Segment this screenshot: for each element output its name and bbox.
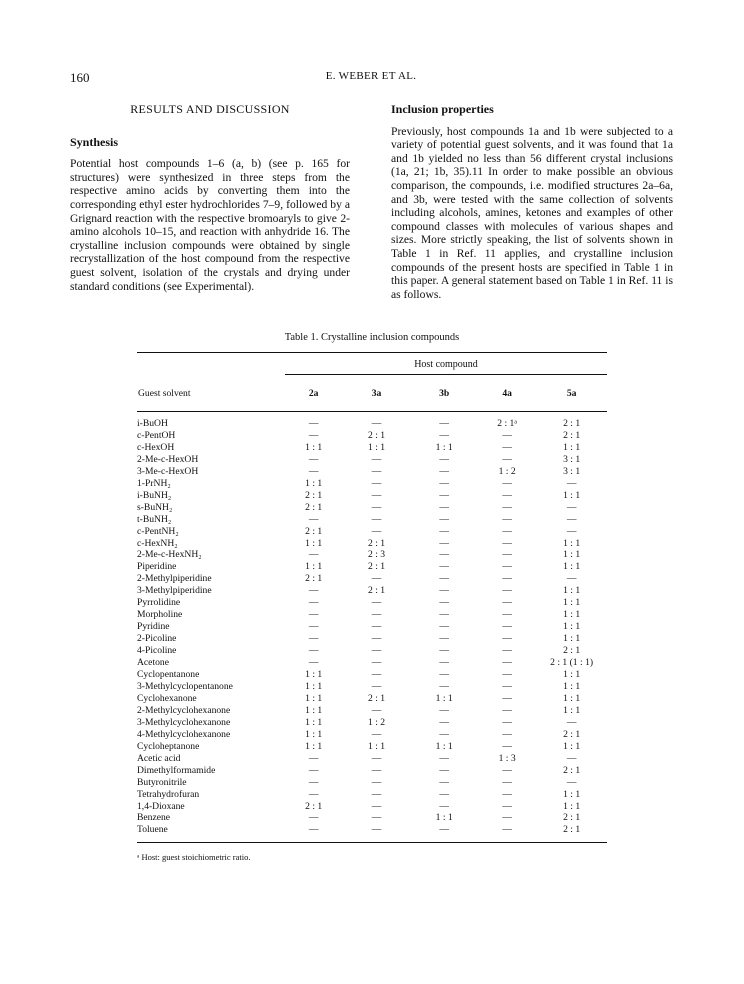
ratio-cell: 2 : 1 — [563, 764, 581, 776]
ratio-cell: 2 : 1 — [563, 645, 581, 657]
ratio-cell: — — [439, 728, 449, 740]
ratio-cell: — — [371, 704, 382, 716]
ratio-cell: — — [439, 704, 449, 716]
ratio-cell: — — [439, 657, 449, 669]
ratio-cell: 1 : 1 — [305, 740, 323, 752]
ratio-cell: 2 : 1 — [563, 824, 581, 836]
ratio-cell: — — [502, 740, 512, 752]
ratio-cell: 1 : 1 — [305, 728, 323, 740]
ratio-cell: — — [566, 752, 577, 764]
ratio-cell: 2 : 3 — [368, 549, 386, 561]
guest-solvent-cell: c-HexOH — [137, 441, 175, 453]
table-row — [137, 657, 607, 669]
ratio-cell: — — [566, 501, 577, 513]
ratio-cell: — — [439, 465, 449, 477]
ratio-cell: 2 : 1 — [563, 812, 581, 824]
ratio-cell: 2 : 1 — [368, 585, 386, 597]
ratio-cell: — — [439, 680, 449, 692]
ratio-cell: — — [502, 513, 512, 525]
ratio-cell: — — [371, 633, 382, 645]
ratio-cell: — — [439, 573, 449, 585]
ratio-cell: — — [308, 657, 319, 669]
table-row — [137, 526, 607, 538]
ratio-cell: — — [566, 716, 577, 728]
guest-solvent-cell: c-PentOH — [137, 429, 176, 441]
ratio-cell: 2 : 1 (1 : 1) — [550, 657, 594, 669]
ratio-cell: — — [502, 549, 512, 561]
guest-solvent-cell: Benzene — [137, 812, 171, 824]
guest-solvent-cell: 4-Methylcyclohexanone — [137, 728, 231, 740]
ratio-cell: — — [439, 537, 449, 549]
ratio-cell: 1 : 1 — [305, 692, 323, 704]
guest-solvent-cell: 2-Methylpiperidine — [137, 573, 212, 585]
ratio-cell: — — [308, 776, 319, 788]
guest-solvent-cell: 2-Methylcyclohexanone — [137, 704, 231, 716]
guest-solvent-cell: 4-Picoline — [137, 645, 177, 657]
ratio-cell: 2 : 1 — [563, 429, 581, 441]
ratio-cell: — — [439, 549, 449, 561]
table-row — [137, 633, 607, 645]
ratio-cell: — — [502, 669, 512, 681]
ratio-cell: — — [502, 561, 512, 573]
guest-solvent-cell: Tetrahydrofuran — [137, 788, 200, 800]
guest-solvent-cell: i-BuOH — [137, 418, 168, 429]
table-row — [137, 597, 607, 609]
table-row — [137, 442, 607, 454]
ratio-cell: 1 : 1 — [563, 740, 581, 752]
ratio-cell: — — [439, 561, 449, 573]
guest-solvent-cell: s-BuNH₂ — [137, 501, 173, 513]
ratio-cell: — — [502, 585, 512, 597]
ratio-cell: — — [308, 597, 319, 609]
ratio-cell: 1 : 1 — [563, 669, 581, 681]
guest-solvent-cell: Acetone — [137, 657, 169, 669]
ratio-cell: — — [371, 788, 382, 800]
ratio-cell: 1 : 1 — [563, 680, 581, 692]
ratio-cell: — — [308, 788, 319, 800]
host-compound-header: Host compound — [414, 359, 478, 370]
ratio-cell: — — [566, 477, 577, 489]
ratio-cell: 2 : 1ᵃ — [497, 418, 517, 429]
ratio-cell: — — [371, 812, 382, 824]
ratio-cell: — — [566, 573, 577, 585]
ratio-cell: 2 : 1 — [305, 800, 323, 812]
guest-solvent-cell: Cycloheptanone — [137, 740, 200, 752]
ratio-cell: — — [371, 645, 382, 657]
ratio-cell: — — [371, 824, 382, 836]
column-header: 5a — [566, 387, 577, 399]
ratio-cell: 1 : 3 — [498, 752, 516, 764]
ratio-cell: — — [308, 549, 319, 561]
page-header — [70, 70, 672, 90]
table-row — [137, 430, 607, 442]
ratio-cell: — — [439, 525, 449, 537]
table-row — [137, 729, 607, 741]
ratio-cell: — — [502, 525, 512, 537]
ratio-cell: 2 : 1 — [563, 728, 581, 740]
guest-solvent-cell: Cyclohexanone — [137, 692, 197, 704]
ratio-cell: — — [502, 441, 512, 453]
ratio-cell: — — [371, 465, 382, 477]
guest-solvent-cell: 1,4-Dioxane — [137, 800, 185, 812]
ratio-cell: 2 : 1 — [368, 429, 386, 441]
table-footnote: ᵃ Host: guest stoichiometric ratio. — [137, 852, 251, 862]
ratio-cell: 1 : 1 — [563, 621, 581, 633]
ratio-cell: — — [371, 764, 382, 776]
table-row — [137, 561, 607, 573]
ratio-cell: 1 : 1 — [563, 537, 581, 549]
ratio-cell: — — [308, 429, 319, 441]
ratio-cell: — — [308, 513, 319, 525]
ratio-cell: — — [371, 621, 382, 633]
table-row — [137, 693, 607, 705]
ratio-cell: 1 : 1 — [305, 561, 323, 573]
page-number: 160 — [70, 70, 90, 85]
ratio-cell: — — [566, 525, 577, 537]
column-header: 3b — [439, 387, 450, 399]
ratio-cell: — — [439, 597, 449, 609]
ratio-cell: — — [502, 800, 512, 812]
ratio-cell: — — [502, 788, 512, 800]
table-row — [137, 609, 607, 621]
table-row — [137, 573, 607, 585]
ratio-cell: — — [371, 513, 382, 525]
ratio-cell: 1 : 1 — [563, 585, 581, 597]
guest-solvent-cell: 1-PrNH₂ — [137, 477, 171, 489]
table-row — [137, 538, 607, 550]
ratio-cell: — — [439, 585, 449, 597]
table-row — [137, 478, 607, 490]
table-row — [137, 812, 607, 824]
ratio-cell: — — [371, 657, 382, 669]
ratio-cell: — — [502, 716, 512, 728]
table-row — [137, 490, 607, 502]
ratio-cell: — — [371, 680, 382, 692]
table-row — [137, 765, 607, 777]
ratio-cell: — — [502, 764, 512, 776]
ratio-cell: — — [502, 812, 512, 824]
ratio-cell: — — [308, 645, 319, 657]
inclusion-table — [137, 352, 607, 843]
ratio-cell: — — [502, 501, 512, 513]
ratio-cell: 1 : 1 — [368, 441, 386, 453]
ratio-cell: 1 : 1 — [435, 740, 453, 752]
ratio-cell: 1 : 1 — [305, 441, 323, 453]
ratio-cell: — — [439, 800, 449, 812]
ratio-cell: — — [371, 477, 382, 489]
ratio-cell: — — [439, 489, 449, 501]
ratio-cell: 2 : 1 — [563, 418, 581, 429]
guest-solvent-cell: c-HexNH₂ — [137, 537, 178, 549]
guest-solvent-cell: Dimethylformamide — [137, 764, 216, 776]
ratio-cell: 1 : 1 — [305, 680, 323, 692]
ratio-cell: 1 : 1 — [563, 609, 581, 621]
table-row — [137, 669, 607, 681]
table-row — [137, 777, 607, 789]
guest-solvent-cell: 2-Picoline — [137, 633, 177, 645]
table-caption: Table 1. Crystalline inclusion compounds — [284, 332, 460, 343]
ratio-cell: — — [308, 465, 319, 477]
guest-solvent-cell: Morpholine — [137, 609, 183, 621]
ratio-cell: — — [439, 453, 449, 465]
ratio-cell: 1 : 1 — [305, 716, 323, 728]
ratio-cell: 1 : 1 — [563, 788, 581, 800]
ratio-cell: — — [439, 513, 449, 525]
ratio-cell: 1 : 1 — [435, 692, 453, 704]
ratio-cell: — — [502, 537, 512, 549]
guest-solvent-cell: Cyclopentanone — [137, 669, 200, 681]
ratio-cell: — — [439, 776, 449, 788]
guest-solvent-cell: i-BuNH₂ — [137, 489, 172, 501]
ratio-cell: — — [439, 609, 449, 621]
ratio-cell: 2 : 1 — [305, 573, 323, 585]
ratio-cell: 1 : 1 — [435, 812, 453, 824]
ratio-cell: — — [439, 621, 449, 633]
ratio-cell: 1 : 1 — [563, 633, 581, 645]
ratio-cell: 1 : 1 — [305, 669, 323, 681]
guest-solvent-cell: 3-Methylcyclopentanone — [137, 680, 233, 692]
ratio-cell: — — [502, 489, 512, 501]
guest-solvent-cell: Piperidine — [137, 561, 177, 573]
guest-solvent-cell: 2-Me-c-HexNH₂ — [137, 549, 202, 561]
ratio-cell: 1 : 2 — [498, 465, 516, 477]
right-column — [391, 103, 673, 301]
ratio-cell: — — [371, 597, 382, 609]
ratio-cell: — — [371, 609, 382, 621]
ratio-cell: 2 : 1 — [368, 537, 386, 549]
guest-solvent-cell: 3-Methylpiperidine — [137, 585, 212, 597]
table-row — [137, 753, 607, 765]
ratio-cell: — — [502, 597, 512, 609]
guest-solvent-cell: 2-Me-c-HexOH — [137, 453, 199, 465]
ratio-cell: — — [502, 609, 512, 621]
ratio-cell: — — [502, 429, 512, 441]
table-row — [137, 741, 607, 753]
ratio-cell: — — [371, 752, 382, 764]
ratio-cell: 2 : 1 — [305, 501, 323, 513]
ratio-cell: — — [439, 645, 449, 657]
table-row — [137, 824, 607, 836]
ratio-cell: 1 : 1 — [563, 489, 581, 501]
guest-solvent-cell: 3-Me-c-HexOH — [137, 465, 199, 477]
ratio-cell: — — [502, 633, 512, 645]
table-row — [137, 412, 607, 430]
ratio-cell: 3 : 1 — [563, 453, 581, 465]
ratio-cell: — — [566, 776, 577, 788]
guest-solvent-cell: Acetic acid — [137, 752, 181, 764]
column-header: 2a — [308, 387, 319, 399]
ratio-cell: — — [439, 824, 449, 836]
ratio-cell: — — [439, 418, 449, 429]
ratio-cell: 1 : 2 — [368, 716, 386, 728]
table-row — [137, 466, 607, 478]
section-heading: RESULTS AND DISCUSSION — [130, 102, 290, 116]
guest-solvent-cell: 3-Methylcyclohexanone — [137, 716, 231, 728]
ratio-cell: — — [439, 477, 449, 489]
table-row — [137, 717, 607, 729]
ratio-cell: — — [502, 824, 512, 836]
ratio-cell: — — [371, 489, 382, 501]
guest-solvent-cell: Pyridine — [137, 621, 170, 633]
ratio-cell: — — [308, 609, 319, 621]
ratio-cell: — — [566, 513, 577, 525]
ratio-cell: — — [502, 776, 512, 788]
guest-solvent-cell: t-BuNH₂ — [137, 513, 172, 525]
ratio-cell: — — [308, 633, 319, 645]
ratio-cell: 1 : 1 — [563, 692, 581, 704]
table-row — [137, 789, 607, 801]
ratio-cell: — — [439, 752, 449, 764]
table-bottom-rule — [137, 842, 607, 843]
ratio-cell: — — [371, 453, 382, 465]
table-row — [137, 454, 607, 466]
table-row — [137, 705, 607, 717]
synthesis-heading: Synthesis — [70, 134, 119, 149]
ratio-cell: 1 : 1 — [563, 549, 581, 561]
ratio-cell: — — [371, 501, 382, 513]
column-header: 4a — [502, 387, 512, 399]
ratio-cell: — — [308, 418, 319, 429]
ratio-cell: — — [371, 728, 382, 740]
guest-solvent-cell: c-PentNH₂ — [137, 525, 179, 537]
ratio-cell: 1 : 1 — [563, 800, 581, 812]
ratio-cell: — — [371, 573, 382, 585]
ratio-cell: 1 : 1 — [563, 441, 581, 453]
table-row — [137, 681, 607, 693]
ratio-cell: 2 : 1 — [368, 561, 386, 573]
ratio-cell: — — [371, 525, 382, 537]
ratio-cell: 3 : 1 — [563, 465, 581, 477]
ratio-cell: 1 : 1 — [305, 704, 323, 716]
guest-solvent-header: Guest solvent — [138, 387, 191, 399]
ratio-cell: 1 : 1 — [305, 537, 323, 549]
ratio-cell: — — [308, 764, 319, 776]
ratio-cell: — — [439, 669, 449, 681]
ratio-cell: 1 : 1 — [563, 561, 581, 573]
table-row — [137, 514, 607, 526]
ratio-cell: — — [502, 692, 512, 704]
ratio-cell: 1 : 1 — [368, 740, 386, 752]
ratio-cell: — — [502, 645, 512, 657]
ratio-cell: — — [308, 585, 319, 597]
ratio-cell: — — [439, 764, 449, 776]
ratio-cell: — — [502, 728, 512, 740]
guest-solvent-cell: Butyronitrile — [137, 776, 187, 788]
inclusion-heading: Inclusion properties — [391, 102, 494, 116]
ratio-cell: — — [502, 621, 512, 633]
ratio-cell: — — [371, 669, 382, 681]
ratio-cell: 1 : 1 — [435, 441, 453, 453]
table-row — [137, 549, 607, 561]
inclusion-paragraph: Previously, host compounds 1a and 1b were subjected to a variety of potential guest solvents, and it was found that 1a and 1b yielded no less than 56 different crystal inclusions (1a, 21; 1b, 35).11 In order to make possible an obvious comparison, the compounds, i.e. modified structures 2a–6a, and 3b, were tested with the same collection of solvents including alcohols, amines, ketones and examples of other compound classes with molecules of various shapes and sizes. More strictly speaking, the list of solvents shown in Table 1 in Ref. 11 applies, and crystalline inclusion compounds of the present hosts are specified in Table 1 in this paper. A general statement based on Table 1 in Ref. 11 is as follows. — [391, 124, 673, 301]
ratio-cell: — — [502, 704, 512, 716]
synthesis-paragraph: Potential host compounds 1–6 (a, b) (see p. 165 for structures) were synthesized in three steps from the respective amino acids by converting them into the corresponding ethyl ester hydrochlorides 7–9, followed by a Grignard reaction with the respective bromoaryls to give 2-amino alcohols 10–15, and reaction with anhydride 16. The crystalline inclusion compounds were obtained by single recrystallization of the host compound from the respective guest solvent, isolation of the crystals and drying under standard conditions (see Experimental). — [70, 157, 350, 293]
column-header: 3a — [371, 387, 382, 399]
ratio-cell: 1 : 1 — [563, 704, 581, 716]
table-row — [137, 502, 607, 514]
ratio-cell: — — [308, 621, 319, 633]
ratio-cell: — — [502, 657, 512, 669]
ratio-cell: — — [502, 680, 512, 692]
left-column — [70, 103, 350, 293]
ratio-cell: — — [371, 776, 382, 788]
ratio-cell: — — [502, 573, 512, 585]
ratio-cell: — — [439, 429, 449, 441]
ratio-cell: — — [308, 812, 319, 824]
table-row — [137, 621, 607, 633]
table-row — [137, 585, 607, 597]
ratio-cell: — — [371, 418, 382, 429]
ratio-cell: 2 : 1 — [305, 525, 323, 537]
ratio-cell: — — [502, 453, 512, 465]
table-row — [137, 645, 607, 657]
ratio-cell: 1 : 1 — [305, 477, 323, 489]
table-row — [137, 801, 607, 813]
ratio-cell: — — [439, 788, 449, 800]
ratio-cell: — — [308, 453, 319, 465]
running-head: E. WEBER ET AL. — [325, 70, 417, 82]
ratio-cell: 1 : 1 — [563, 597, 581, 609]
ratio-cell: — — [371, 800, 382, 812]
ratio-cell: — — [308, 824, 319, 836]
ratio-cell: 2 : 1 — [368, 692, 386, 704]
ratio-cell: — — [308, 752, 319, 764]
ratio-cell: — — [439, 501, 449, 513]
ratio-cell: — — [439, 633, 449, 645]
guest-solvent-cell: Toluene — [137, 824, 168, 836]
ratio-cell: 2 : 1 — [305, 489, 323, 501]
ratio-cell: — — [502, 477, 512, 489]
ratio-cell: — — [439, 716, 449, 728]
guest-solvent-cell: Pyrrolidine — [137, 597, 181, 609]
